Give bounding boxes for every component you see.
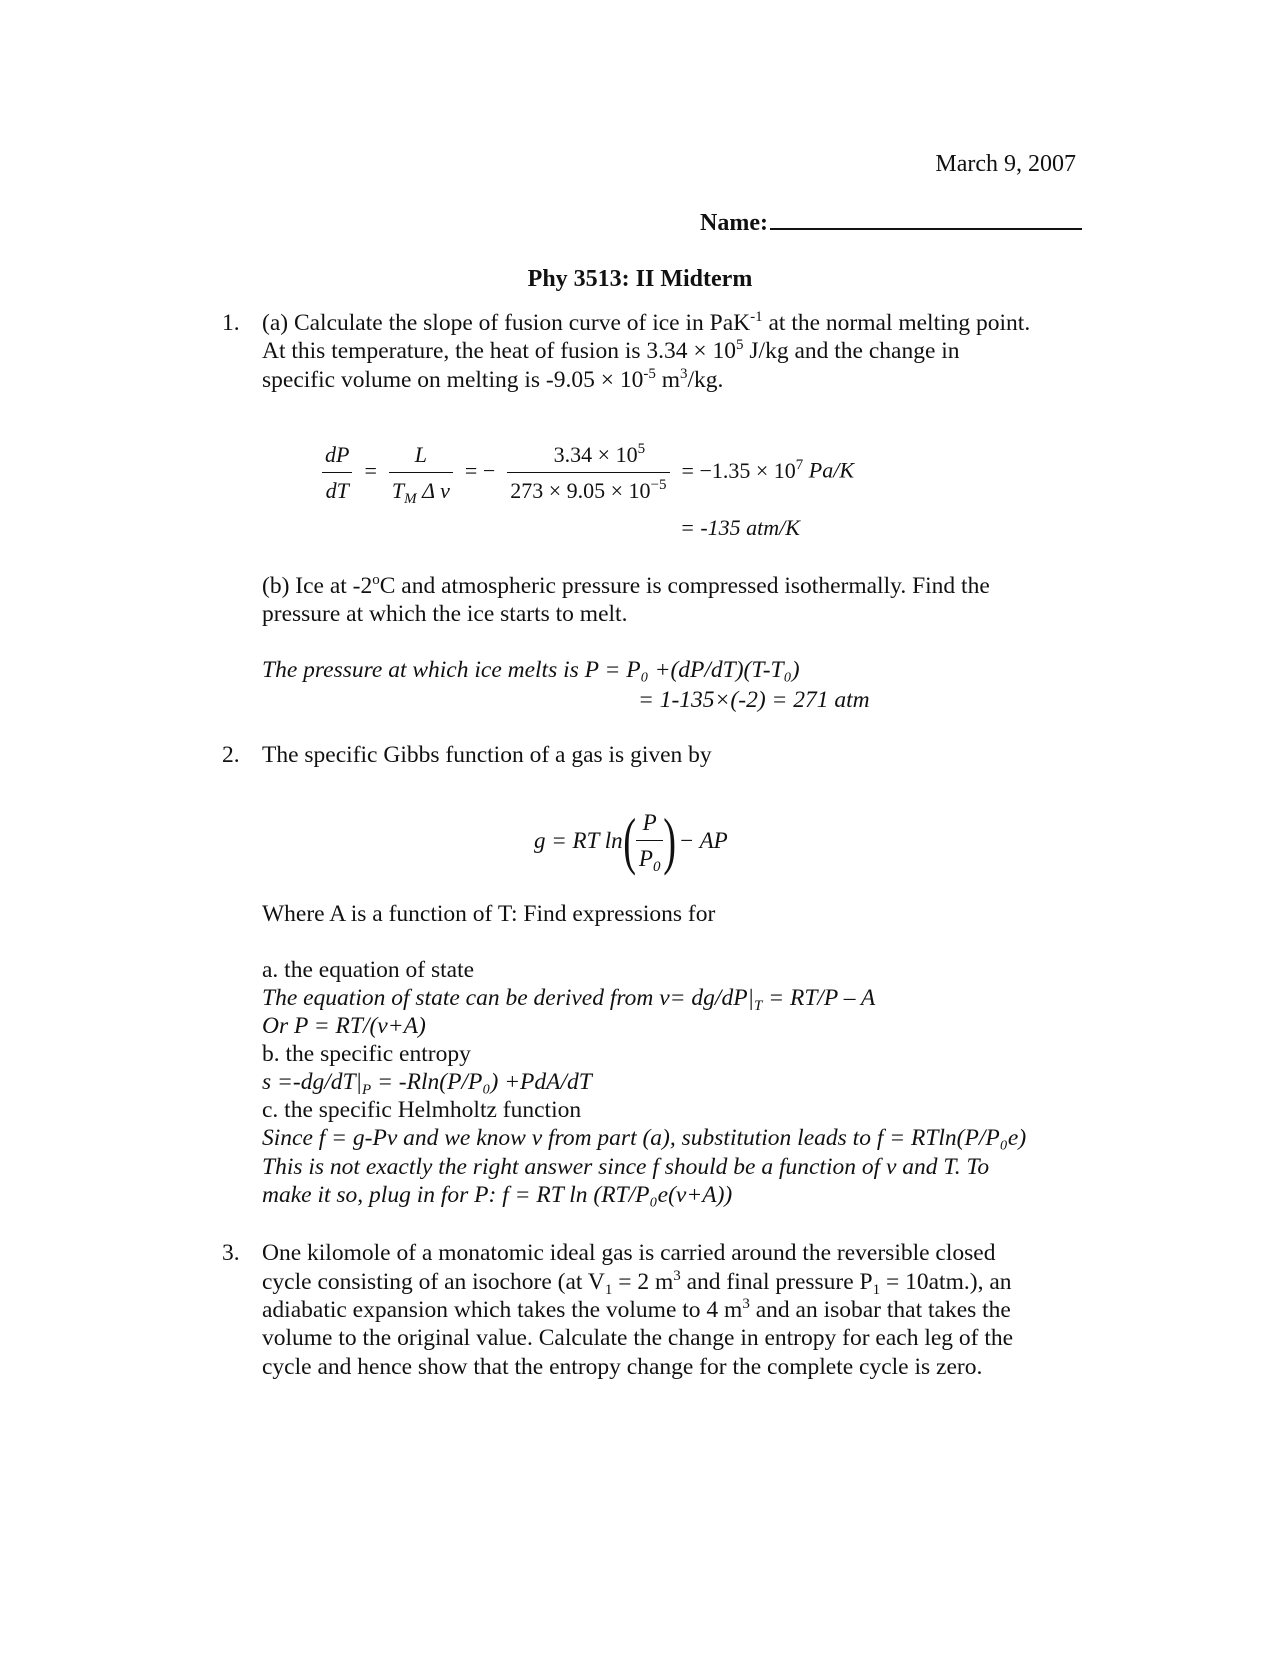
q2c-answer-line2: This is not exactly the right answer since f should be a function of v and T. To (262, 1154, 990, 1180)
q1a-line1: (a) Calculate the slope of fusion curve of ice in PaK$^{-1}$ at the normal melting point. (262, 309, 1031, 336)
q3-line1: One kilomole of a monatomic ideal gas is carried around the reversible closed (262, 1240, 996, 1266)
q3-line3: adiabatic expansion which takes the volume to 4 $m^3$ and an isobar that takes the (262, 1296, 1011, 1323)
frac-l-over-tdv: $\frac{L}{T_M \Delta v}$ (389, 440, 453, 505)
q1a-line3: specific volume on melting is $-9.05 \times 10^{-5}$ $m^3/kg$. (262, 366, 724, 393)
q1a-line2: At this temperature, the heat of fusion is $3.34 \times 10^5$ J/kg and the change in (262, 337, 960, 364)
q1a-result-atm: = -135 atm/K (680, 515, 800, 540)
frac-p-over-p0: $\frac{P}{P_0}$ (636, 808, 664, 873)
q2c-label: c. the specific Helmholtz function (262, 1097, 582, 1123)
page-title: Phy 3513: II Midterm (527, 266, 753, 292)
q2c-answer-line1: Since f = g-Pv and we know v from part (a), substitution leads to f = RTln(P/P₀e) (262, 1125, 1027, 1151)
question-1-number: 1. (222, 310, 240, 336)
q2b-answer: $s =-dg/dT|_P = -Rln(P/P_0) +PdA/dT$ (262, 1069, 592, 1098)
q1a-slope-equation: $\frac{dP}{dT}$ = $\frac{L}{T_M \Delta v}$ = − $\frac{3.34 \times 10^5}{273 \times 9.05 \times 10^{-5}}$ = $-1.35 \times 10^7$ Pa/K (322, 440, 854, 505)
question-3-number: 3. (222, 1240, 240, 1266)
q3-line2: cycle consisting of an isochore (at $V_1 = 2$ $m^3$ and final pressure $P_1 = 10atm$.), an (262, 1268, 1012, 1298)
q3-line5: cycle and hence show that the entropy change for the complete cycle is zero. (262, 1354, 983, 1380)
q1b-line2: pressure at which the ice starts to melt. (262, 601, 628, 627)
q2-where: Where A is a function of T: Find expressions for (262, 901, 716, 927)
q2b-label: b. the specific entropy (262, 1041, 471, 1067)
q2-intro: The specific Gibbs function of a gas is given by (262, 742, 712, 768)
q2a-answer-line1: The equation of state can be derived from $v= dg/dP|_T = RT/P - A$ (262, 985, 876, 1014)
right-paren: ) (663, 804, 677, 876)
frac-dp-dt: $\frac{dP}{dT}$ (322, 440, 352, 505)
q1b-answer-line1: The pressure at which ice melts is P = P₀ +(dP/dT)(T-T₀) (262, 657, 800, 683)
name-field (700, 206, 1082, 238)
q1b-answer-line2: = 1-135×(-2) = 271 atm (638, 687, 870, 713)
left-paren: ( (622, 804, 636, 876)
q1b-line1: (b) Ice at -2$^o$C and atmospheric pressure is compressed isothermally. Find the (262, 572, 990, 599)
q3-line4: volume to the original value. Calculate the change in entropy for each leg of the (262, 1325, 1014, 1351)
q2a-answer-line2: Or P = RT/(v+A) (262, 1013, 426, 1039)
q2c-answer-line3: make it so, plug in for P: f = RT ln (RT/P₀e(v+A)) (262, 1182, 733, 1208)
gibbs-function-equation: g = RT ln( $\frac{P}{P_0}$ )− AP (534, 804, 728, 876)
frac-numeric: $\frac{3.34 \times 10^5}{273 \times 9.05 \times 10^{-5}}$ (507, 440, 669, 505)
question-2-number: 2. (222, 742, 240, 768)
q2a-label: a. the equation of state (262, 957, 475, 983)
exam-date: March 9, 2007 (935, 151, 1076, 177)
name-blank-line (770, 206, 1082, 230)
name-label: Name: (700, 210, 768, 236)
